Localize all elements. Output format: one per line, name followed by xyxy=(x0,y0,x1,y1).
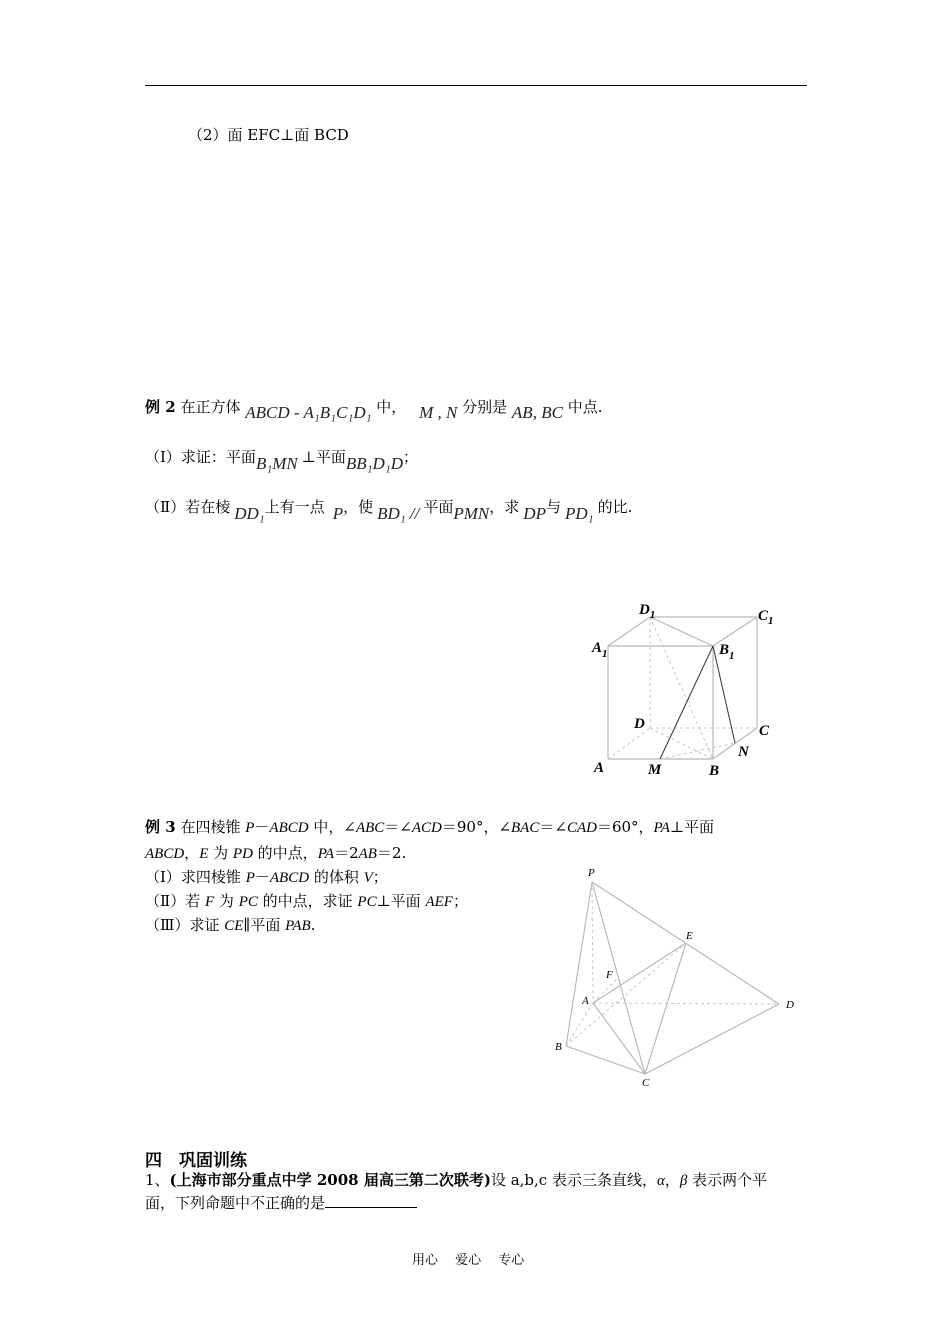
t: 的中点， xyxy=(252,844,318,862)
label-d: D xyxy=(634,716,645,732)
t: － xyxy=(254,818,270,836)
t: ＝60°， xyxy=(596,818,654,836)
example2-text: 中， xyxy=(376,398,407,416)
m: PC xyxy=(357,894,377,910)
m: AEF xyxy=(425,894,453,910)
label-c: C xyxy=(759,723,770,739)
q2-text: 的比. xyxy=(597,498,633,516)
example3-label: 例 3 xyxy=(145,818,176,836)
t: 为 xyxy=(214,892,239,910)
math-b1mn: B₁MN xyxy=(255,454,298,473)
label-f: F xyxy=(606,969,613,981)
label-d1: $D_1$ xyxy=(639,602,656,621)
q2-text: 与 xyxy=(545,498,561,516)
example3-q3 xyxy=(145,914,315,935)
t: ； xyxy=(452,892,468,910)
t: ＝2 xyxy=(334,844,359,862)
t: （Ⅲ）求证 xyxy=(145,916,225,934)
t: ＝90°，∠ xyxy=(441,818,512,836)
m: V xyxy=(363,870,373,886)
example3-statement xyxy=(145,815,810,840)
example2-text: 分别是 xyxy=(462,398,508,416)
label-n: N xyxy=(738,744,749,760)
m: PAB xyxy=(285,918,311,934)
example3-q1 xyxy=(145,866,388,887)
m: P xyxy=(245,820,255,836)
m: CAD xyxy=(566,820,597,836)
t: ＝∠ xyxy=(539,818,567,836)
t: － xyxy=(254,868,270,886)
t: ； xyxy=(372,868,388,886)
t: 在四棱锥 xyxy=(180,818,246,836)
m: PC xyxy=(238,894,258,910)
label-a: A xyxy=(594,760,605,776)
q2-text: ，使 xyxy=(343,498,374,516)
pyramid-figure xyxy=(548,862,810,1092)
m: PD xyxy=(232,846,253,862)
math-pmn: PMN xyxy=(453,504,490,523)
math-cube: ABCD - A₁B₁C₁D₁ xyxy=(245,403,372,422)
t: 的中点，求证 xyxy=(257,892,358,910)
m: CE xyxy=(224,918,244,934)
footer-text: 用心 爱心 专心 xyxy=(412,1253,525,1268)
alpha-symbol: α xyxy=(656,1173,665,1189)
example2-text: 在正方体 xyxy=(180,398,241,416)
t: 面，下列命题中不正确的是 xyxy=(145,1194,326,1212)
label-e: E xyxy=(686,930,693,942)
q1-text: （Ⅰ）求证：平面 xyxy=(145,448,256,466)
pyramid-solid-edges xyxy=(566,882,779,1074)
example2-text: 中点. xyxy=(567,398,603,416)
label-b1: $B_1$ xyxy=(719,642,735,662)
q1-text: ； xyxy=(403,448,419,466)
exercise-source: (上海市部分重点中学 2008 届高三第二次联考) xyxy=(169,1171,491,1189)
m: ABCD xyxy=(269,820,309,836)
t: 1、 xyxy=(145,1171,170,1189)
part2-text: （2）面 EFC⊥面 BCD xyxy=(188,126,349,144)
label-a: A xyxy=(582,995,589,1007)
math-bb1d1d: BB₁D₁D xyxy=(345,454,403,473)
math-pd1: PD₁ xyxy=(564,504,594,523)
cube-solid-edges xyxy=(608,617,757,759)
t: 为 xyxy=(208,844,233,862)
exercise1-line1 xyxy=(145,1169,767,1190)
label-c: C xyxy=(642,1077,650,1089)
example2-label: 例 2 xyxy=(145,398,176,416)
t: 设 a,b,c 表示三条直线， xyxy=(490,1171,657,1189)
t: 表示两个平 xyxy=(687,1171,768,1189)
header-rule xyxy=(145,85,807,86)
t: 中，∠ xyxy=(308,818,356,836)
t: 的体积 xyxy=(309,868,364,886)
label-d: D xyxy=(786,999,794,1011)
label-a1: $A_1$ xyxy=(592,640,608,660)
math-ab-bc: AB, BC xyxy=(511,403,563,422)
q1-text: ⊥平面 xyxy=(301,448,346,466)
m: ABCD xyxy=(145,846,185,862)
label-p: P xyxy=(588,867,595,879)
example3-q2 xyxy=(145,890,468,911)
q2-text: 平面 xyxy=(423,498,454,516)
math-p: P xyxy=(332,504,344,523)
m: AB xyxy=(358,846,377,862)
m: F xyxy=(204,894,215,910)
t: （Ⅰ）求四棱锥 xyxy=(145,868,246,886)
label-c1: $C_1$ xyxy=(758,608,774,627)
pyramid-hidden-edges xyxy=(566,882,779,1046)
example3-line2 xyxy=(145,842,406,863)
m: ACD xyxy=(411,820,442,836)
example2-line1 xyxy=(145,396,603,422)
example2-q1 xyxy=(145,446,419,473)
section-title: 四 巩固训练 xyxy=(145,1151,247,1170)
q2-text: 上有一点 xyxy=(264,498,325,516)
m: PA xyxy=(317,846,335,862)
math-dd1: DD₁ xyxy=(234,504,265,523)
q2-text: （Ⅱ）若在棱 xyxy=(145,498,231,516)
m: BAC xyxy=(511,820,540,836)
answer-blank xyxy=(325,1193,417,1208)
math-dp: DP xyxy=(523,504,546,523)
t: ， xyxy=(664,1171,680,1189)
label-b: B xyxy=(555,1041,562,1053)
t: ＝2. xyxy=(376,844,407,862)
exercise1-line2 xyxy=(145,1192,417,1213)
t: ＝∠ xyxy=(384,818,412,836)
t: . xyxy=(310,916,316,934)
label-m: M xyxy=(648,762,662,778)
math-mn: M , N xyxy=(419,403,458,422)
cube-hidden-edges xyxy=(608,617,757,759)
t: ， xyxy=(184,844,200,862)
label-b: B xyxy=(709,763,720,779)
m: P xyxy=(245,870,255,886)
t: ⊥平面 xyxy=(376,892,426,910)
m: PA xyxy=(653,820,670,836)
math-bd1: BD₁ // xyxy=(377,504,420,523)
m: ABC xyxy=(355,820,385,836)
cube-figure xyxy=(585,596,815,786)
m: ABCD xyxy=(269,870,310,886)
t: （Ⅱ）若 xyxy=(145,892,205,910)
cube-section-lines xyxy=(660,646,735,759)
q2-text: ，求 xyxy=(489,498,520,516)
m: E xyxy=(199,846,209,862)
t: ∥平面 xyxy=(243,916,286,934)
beta-symbol: β xyxy=(679,1173,688,1189)
example2-q2 xyxy=(145,496,633,523)
t: ⊥平面 xyxy=(669,818,715,836)
